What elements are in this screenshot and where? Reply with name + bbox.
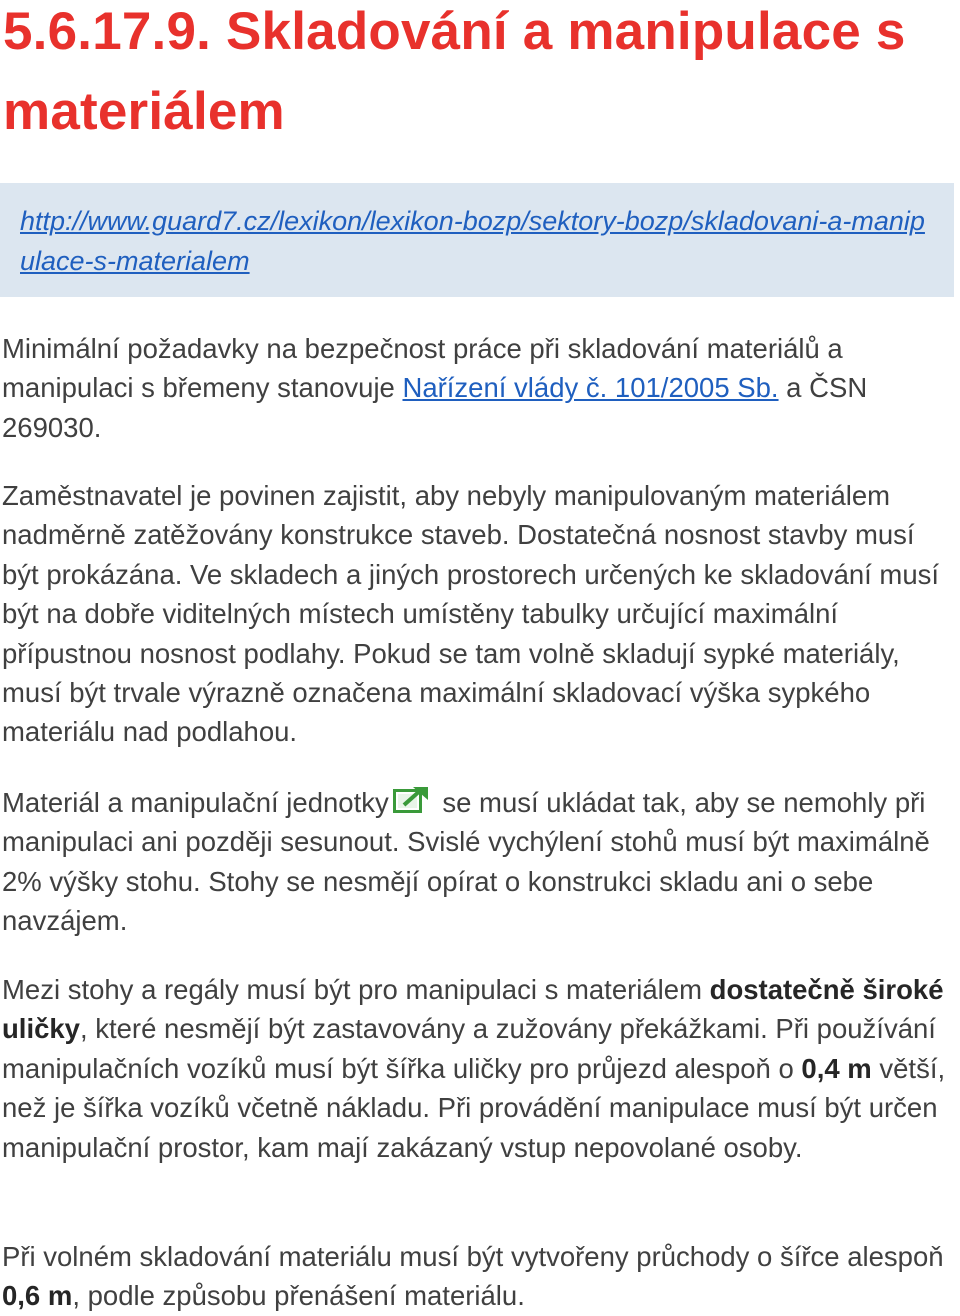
paragraph-intro <box>2 329 957 447</box>
paragraph-stacking <box>2 783 957 941</box>
source-link[interactable]: http://www.guard7.cz/lexikon/lexikon-bozp/sektory-bozp/skladovani-a-manipulace-s-materialem <box>20 206 925 276</box>
paragraph-text: se musí ukládat tak, aby se nemohly při manipulaci ani později sesunout. Svislé vychýlení stohů musí být maximálně 2% výšky stohu. Stohy se nesmějí opírat o konstrukci skladu ani o sebe navzájem. <box>2 787 930 937</box>
paragraph-text: , podle způsobu přenášení materiálu. <box>72 1280 525 1312</box>
bold-text: 0,4 m <box>801 1052 872 1084</box>
paragraph-text: Minimální požadavky na bezpečnost práce při skladování materiálů a manipulaci s břemeny stanovuje <box>2 333 843 404</box>
paragraph-text: Při volném skladování materiálu musí být vytvořeny průchody o šířce alespoň <box>2 1241 944 1272</box>
external-link-icon[interactable] <box>393 784 431 814</box>
paragraph-text: Materiál a manipulační jednotky <box>2 787 389 818</box>
paragraph-text: větší, než je šířka vozíků včetně nákladu. Při provádění manipulace musí být určen manipulační prostor, kam mají zakázaný vstup nepovolané osoby. <box>2 1052 946 1163</box>
paragraph-load-bearing: Zaměstnavatel je povinen zajistit, aby nebyly manipulovaným materiálem nadměrně zatěžovány konstrukce staveb. Dostatečná nosnost stavby musí být prokázána. Ve skladech a jiných prostorech určených ke skladování musí být na dobře viditelných místech umístěny tabulky určující maximální přípustnou nosnost podlahy. Pokud se tam volně skladují sypké materiály, musí být trvale výrazně označena maximální skladovací výška sypkého materiálu nad podlahou. <box>2 480 940 748</box>
paragraph-text: a ČSN 269030. <box>2 372 868 443</box>
paragraph-text: , které nesmějí být zastavovány a zužovány překážkami. Při používání manipulačních vozíků musí být šířka uličky pro průjezd alespoň o <box>2 1013 936 1084</box>
paragraph-passages <box>2 1237 957 1316</box>
paragraph-text: Mezi stohy a regály musí být pro manipulaci s materiálem <box>2 974 710 1005</box>
source-link-box <box>0 183 954 297</box>
bold-text: 0,6 m <box>2 1280 73 1312</box>
bold-text: dostatečně široké uličky <box>2 974 944 1045</box>
paragraph-aisles <box>2 970 957 1167</box>
page-title: 5.6.17.9. Skladování a manipulace s materiálem <box>3 2 906 141</box>
regulation-link[interactable]: Nařízení vlády č. 101/2005 Sb. <box>402 372 779 404</box>
